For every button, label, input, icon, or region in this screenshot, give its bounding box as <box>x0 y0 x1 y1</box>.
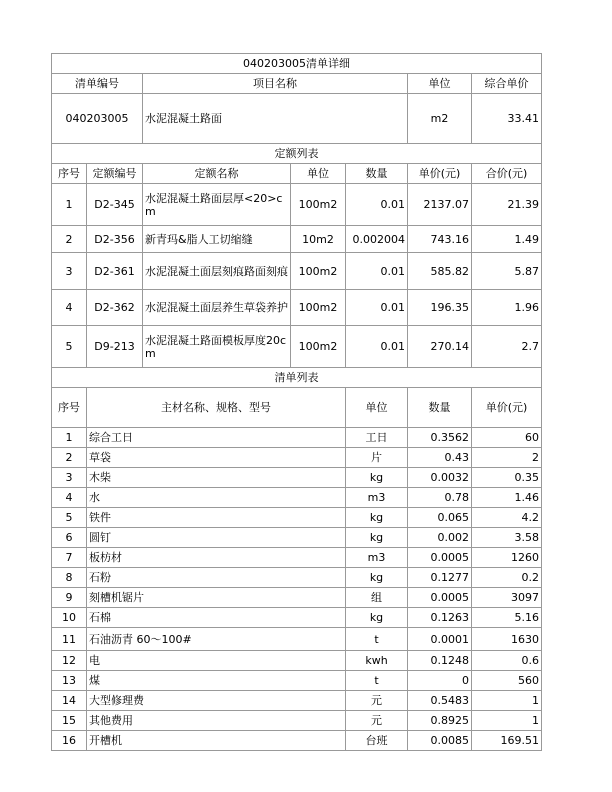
composite-price: 33.41 <box>472 94 542 144</box>
material-unit: t <box>346 671 408 691</box>
material-unit: 工日 <box>346 428 408 448</box>
material-unit: m3 <box>346 548 408 568</box>
material-qty: 0.065 <box>408 508 472 528</box>
material-no: 7 <box>52 548 87 568</box>
material-name: 其他费用 <box>87 711 346 731</box>
quota-unit-price: 585.82 <box>408 253 472 290</box>
material-no: 6 <box>52 528 87 548</box>
quota-row <box>52 326 542 368</box>
material-unit-header: 单位 <box>346 388 408 428</box>
material-name: 石棉 <box>87 608 346 628</box>
material-no: 1 <box>52 428 87 448</box>
quota-total: 5.87 <box>472 253 542 290</box>
material-unit-price: 4.2 <box>472 508 542 528</box>
material-name: 石油沥青 60～100# <box>87 628 346 651</box>
quota-section-title: 定额列表 <box>52 144 542 164</box>
material-row <box>52 628 542 651</box>
material-row <box>52 508 542 528</box>
item-name: 水泥混凝土路面 <box>143 94 408 144</box>
material-name: 木柴 <box>87 468 346 488</box>
material-name: 铁件 <box>87 508 346 528</box>
material-name: 大型修理费 <box>87 691 346 711</box>
quota-header-row <box>52 164 542 184</box>
material-no: 8 <box>52 568 87 588</box>
material-unit: kg <box>346 568 408 588</box>
material-row <box>52 568 542 588</box>
quota-unit-price: 270.14 <box>408 326 472 368</box>
material-unit-price: 0.2 <box>472 568 542 588</box>
material-row <box>52 608 542 628</box>
material-no: 12 <box>52 651 87 671</box>
material-unit-price: 60 <box>472 428 542 448</box>
material-unit-price: 5.16 <box>472 608 542 628</box>
quota-unit-price-header: 单价(元) <box>408 164 472 184</box>
quota-name: 水泥混凝土路面模板厚度20cm <box>143 326 291 368</box>
material-name: 石粉 <box>87 568 346 588</box>
quota-unit-header: 单位 <box>291 164 346 184</box>
quota-unit-price: 196.35 <box>408 290 472 326</box>
quota-code-header: 定额编号 <box>87 164 143 184</box>
material-no: 9 <box>52 588 87 608</box>
material-unit-price: 1 <box>472 691 542 711</box>
quota-qty: 0.01 <box>346 290 408 326</box>
material-qty: 0.0001 <box>408 628 472 651</box>
quota-code: D2-362 <box>87 290 143 326</box>
material-unit-price: 2 <box>472 448 542 468</box>
quota-no: 3 <box>52 253 87 290</box>
material-unit: 片 <box>346 448 408 468</box>
material-unit-price: 0.35 <box>472 468 542 488</box>
summary-header-row <box>52 74 542 94</box>
material-section-title: 清单列表 <box>52 368 542 388</box>
quota-no-header: 序号 <box>52 164 87 184</box>
bill-code: 040203005 <box>52 94 143 144</box>
table-body <box>52 54 542 751</box>
material-unit-price: 3.58 <box>472 528 542 548</box>
material-unit: kg <box>346 528 408 548</box>
material-unit: 组 <box>346 588 408 608</box>
material-unit: kg <box>346 508 408 528</box>
material-qty: 0.1263 <box>408 608 472 628</box>
quota-unit-price: 2137.07 <box>408 184 472 226</box>
material-name: 草袋 <box>87 448 346 468</box>
material-qty: 0.1248 <box>408 651 472 671</box>
material-qty: 0.002 <box>408 528 472 548</box>
quota-no: 4 <box>52 290 87 326</box>
material-row <box>52 711 542 731</box>
quota-total: 1.96 <box>472 290 542 326</box>
material-qty: 0.1277 <box>408 568 472 588</box>
material-unit: 元 <box>346 691 408 711</box>
quota-name: 水泥混凝土路面层厚<20>cm <box>143 184 291 226</box>
quota-qty: 0.01 <box>346 253 408 290</box>
quota-qty: 0.01 <box>346 326 408 368</box>
quota-unit: 100m2 <box>291 326 346 368</box>
material-row <box>52 528 542 548</box>
quota-total-header: 合价(元) <box>472 164 542 184</box>
quota-unit: 100m2 <box>291 290 346 326</box>
material-no: 3 <box>52 468 87 488</box>
material-unit: t <box>346 628 408 651</box>
material-name: 板枋材 <box>87 548 346 568</box>
composite-price-header: 综合单价 <box>472 74 542 94</box>
quota-no: 1 <box>52 184 87 226</box>
quota-row <box>52 226 542 253</box>
material-unit-price: 1630 <box>472 628 542 651</box>
material-no: 4 <box>52 488 87 508</box>
material-unit: m3 <box>346 488 408 508</box>
material-unit: kwh <box>346 651 408 671</box>
bill-code-header: 清单编号 <box>52 74 143 94</box>
material-qty: 0.8925 <box>408 711 472 731</box>
material-no: 13 <box>52 671 87 691</box>
material-unit-price: 560 <box>472 671 542 691</box>
quota-name: 水泥混凝土面层刻痕路面刻痕 <box>143 253 291 290</box>
material-unit: 台班 <box>346 731 408 751</box>
material-name: 开槽机 <box>87 731 346 751</box>
material-row <box>52 671 542 691</box>
quota-section-row <box>52 144 542 164</box>
item-unit: m2 <box>408 94 472 144</box>
table-title: 040203005清单详细 <box>52 54 542 74</box>
item-name-header: 项目名称 <box>143 74 408 94</box>
material-unit-price: 1260 <box>472 548 542 568</box>
quota-code: D2-345 <box>87 184 143 226</box>
material-name: 煤 <box>87 671 346 691</box>
material-section-row <box>52 368 542 388</box>
quota-unit: 100m2 <box>291 253 346 290</box>
quota-unit-price: 743.16 <box>408 226 472 253</box>
quota-total: 1.49 <box>472 226 542 253</box>
material-row <box>52 428 542 448</box>
material-name: 电 <box>87 651 346 671</box>
quota-code: D2-361 <box>87 253 143 290</box>
material-row <box>52 588 542 608</box>
unit-header: 单位 <box>408 74 472 94</box>
title-row <box>52 54 542 74</box>
material-name: 综合工日 <box>87 428 346 448</box>
material-row <box>52 651 542 671</box>
material-row <box>52 468 542 488</box>
material-row <box>52 731 542 751</box>
material-qty: 0.43 <box>408 448 472 468</box>
material-no: 10 <box>52 608 87 628</box>
material-unit: 元 <box>346 711 408 731</box>
quota-total: 2.7 <box>472 326 542 368</box>
material-unit-price: 0.6 <box>472 651 542 671</box>
quota-row <box>52 184 542 226</box>
material-unit-price: 1.46 <box>472 488 542 508</box>
material-qty: 0.0005 <box>408 548 472 568</box>
quota-code: D2-356 <box>87 226 143 253</box>
material-name: 圆钉 <box>87 528 346 548</box>
quota-no: 2 <box>52 226 87 253</box>
material-qty: 0.0005 <box>408 588 472 608</box>
material-qty: 0.78 <box>408 488 472 508</box>
material-qty: 0 <box>408 671 472 691</box>
material-row <box>52 691 542 711</box>
material-no: 5 <box>52 508 87 528</box>
material-no: 15 <box>52 711 87 731</box>
material-unit-price: 1 <box>472 711 542 731</box>
material-no-header: 序号 <box>52 388 87 428</box>
quota-name-header: 定额名称 <box>143 164 291 184</box>
quota-qty: 0.002004 <box>346 226 408 253</box>
quota-row <box>52 290 542 326</box>
quota-unit: 100m2 <box>291 184 346 226</box>
material-header-row <box>52 388 542 428</box>
material-no: 11 <box>52 628 87 651</box>
material-unit: kg <box>346 608 408 628</box>
material-no: 2 <box>52 448 87 468</box>
material-name: 刻槽机锯片 <box>87 588 346 608</box>
bill-detail-table <box>51 53 542 751</box>
material-name-header: 主材名称、规格、型号 <box>87 388 346 428</box>
material-qty: 0.5483 <box>408 691 472 711</box>
material-unit: kg <box>346 468 408 488</box>
material-row <box>52 488 542 508</box>
material-qty: 0.3562 <box>408 428 472 448</box>
material-qty: 0.0032 <box>408 468 472 488</box>
material-unit-price: 169.51 <box>472 731 542 751</box>
material-unit-price-header: 单价(元) <box>472 388 542 428</box>
quota-qty-header: 数量 <box>346 164 408 184</box>
quota-code: D9-213 <box>87 326 143 368</box>
quota-unit: 10m2 <box>291 226 346 253</box>
quota-name: 水泥混凝土面层养生草袋养护 <box>143 290 291 326</box>
quota-qty: 0.01 <box>346 184 408 226</box>
quota-no: 5 <box>52 326 87 368</box>
quota-name: 新青玛&脂人工切缩缝 <box>143 226 291 253</box>
material-name: 水 <box>87 488 346 508</box>
quota-total: 21.39 <box>472 184 542 226</box>
material-no: 16 <box>52 731 87 751</box>
quota-row <box>52 253 542 290</box>
material-qty-header: 数量 <box>408 388 472 428</box>
material-qty: 0.0085 <box>408 731 472 751</box>
material-row <box>52 548 542 568</box>
material-row <box>52 448 542 468</box>
material-no: 14 <box>52 691 87 711</box>
summary-row <box>52 94 542 144</box>
material-unit-price: 3097 <box>472 588 542 608</box>
